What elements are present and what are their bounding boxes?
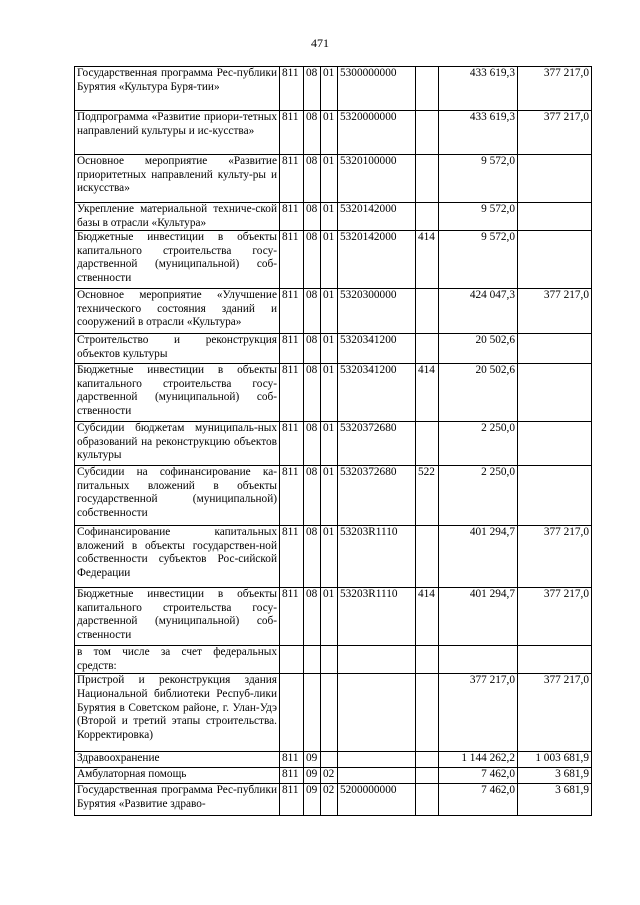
row-ved	[280, 674, 304, 752]
row-csr: 5320341200	[338, 334, 416, 364]
row-csr	[338, 768, 416, 784]
row-rz: 08	[304, 364, 321, 422]
row-sum-federal: 377 217,0	[518, 674, 592, 752]
row-sum-2019: 9 572,0	[439, 203, 518, 231]
row-rz: 08	[304, 289, 321, 334]
row-sum-2019: 9 572,0	[439, 155, 518, 203]
table-row	[75, 646, 592, 674]
row-csr	[338, 646, 416, 674]
row-ved: 811	[280, 784, 304, 816]
row-ved: 811	[280, 67, 304, 111]
row-csr: 5320000000	[338, 111, 416, 155]
row-name: Подпрограмма «Развитие приори-тетных направлений культуры и ис-кусства»	[75, 111, 280, 155]
row-csr: 53203R1110	[338, 588, 416, 646]
row-pr: 01	[321, 466, 338, 526]
table-row	[75, 526, 592, 588]
row-pr: 01	[321, 422, 338, 466]
row-name: в том числе за счет федеральных средств:	[75, 646, 280, 674]
table-row	[75, 674, 592, 752]
row-rz: 08	[304, 67, 321, 111]
row-pr: 02	[321, 768, 338, 784]
row-sum-2019: 2 250,0	[439, 466, 518, 526]
row-name: Государственная программа Рес-публики Бурятия «Культура Буря-тии»	[75, 67, 280, 111]
row-vr	[416, 526, 439, 588]
row-name: Основное мероприятие «Улучшение технического состояния зданий и сооружений в отрасли «Культура»	[75, 289, 280, 334]
row-rz: 08	[304, 111, 321, 155]
row-csr: 5320300000	[338, 289, 416, 334]
row-name: Софинансирование капитальных вложений в объекты государствен-ной собственности субъектов Рос-сийской Федерации	[75, 526, 280, 588]
row-vr	[416, 674, 439, 752]
row-sum-federal: 377 217,0	[518, 111, 592, 155]
row-name: Государственная программа Рес-публики Бурятия «Развитие здраво-	[75, 784, 280, 816]
budget-table	[74, 66, 592, 816]
row-rz: 08	[304, 422, 321, 466]
row-sum-federal	[518, 364, 592, 422]
row-rz: 08	[304, 155, 321, 203]
row-ved: 811	[280, 768, 304, 784]
row-name: Пристрой и реконструкция здания Национальной библиотеки Респуб-лики Бурятия в Советском районе, г. Улан-Удэ (Второй и третий этапы строительства. Корректировка)	[75, 674, 280, 752]
row-sum-2019: 2 250,0	[439, 422, 518, 466]
row-ved: 811	[280, 111, 304, 155]
row-ved: 811	[280, 526, 304, 588]
row-rz: 08	[304, 334, 321, 364]
table-row	[75, 203, 592, 231]
row-pr	[321, 674, 338, 752]
row-csr: 5300000000	[338, 67, 416, 111]
row-csr: 5320142000	[338, 203, 416, 231]
row-ved: 811	[280, 155, 304, 203]
row-vr	[416, 646, 439, 674]
row-ved: 811	[280, 364, 304, 422]
row-vr	[416, 111, 439, 155]
row-sum-2019: 433 619,3	[439, 67, 518, 111]
row-vr	[416, 203, 439, 231]
row-vr: 522	[416, 466, 439, 526]
row-rz: 08	[304, 588, 321, 646]
row-sum-2019: 433 619,3	[439, 111, 518, 155]
row-vr	[416, 752, 439, 768]
row-rz: 08	[304, 231, 321, 289]
row-sum-federal: 1 003 681,9	[518, 752, 592, 768]
row-sum-federal: 377 217,0	[518, 67, 592, 111]
row-vr	[416, 768, 439, 784]
row-name: Укрепление материальной техниче-ской базы в отрасли «Культура»	[75, 203, 280, 231]
row-name: Основное мероприятие «Развитие приоритетных направлений культу-ры и искусства»	[75, 155, 280, 203]
row-pr	[321, 646, 338, 674]
row-ved: 811	[280, 752, 304, 768]
row-name: Бюджетные инвестиции в объекты капитального строительства госу-дарственной (муниципальной) соб-ственности	[75, 588, 280, 646]
row-vr	[416, 289, 439, 334]
row-vr	[416, 334, 439, 364]
row-name: Бюджетные инвестиции в объекты капитального строительства госу-дарственной (муниципальной) соб-ственности	[75, 231, 280, 289]
row-sum-2019: 20 502,6	[439, 334, 518, 364]
row-rz	[304, 646, 321, 674]
row-vr	[416, 784, 439, 816]
row-vr	[416, 155, 439, 203]
row-sum-2019: 7 462,0	[439, 768, 518, 784]
row-sum-federal: 3 681,9	[518, 768, 592, 784]
row-name: Бюджетные инвестиции в объекты капитального строительства госу-дарственной (муниципальной) соб-ственности	[75, 364, 280, 422]
row-csr: 5320142000	[338, 231, 416, 289]
row-sum-federal	[518, 422, 592, 466]
row-sum-federal	[518, 646, 592, 674]
row-sum-2019: 401 294,7	[439, 526, 518, 588]
row-sum-2019: 9 572,0	[439, 231, 518, 289]
row-rz: 08	[304, 203, 321, 231]
row-sum-2019: 401 294,7	[439, 588, 518, 646]
row-pr: 01	[321, 203, 338, 231]
row-pr: 01	[321, 334, 338, 364]
table-row	[75, 111, 592, 155]
row-rz: 08	[304, 466, 321, 526]
row-ved	[280, 646, 304, 674]
row-sum-federal	[518, 231, 592, 289]
row-vr	[416, 67, 439, 111]
row-csr: 5320372680	[338, 422, 416, 466]
row-sum-2019: 20 502,6	[439, 364, 518, 422]
table-row	[75, 752, 592, 768]
row-pr: 01	[321, 526, 338, 588]
row-rz: 09	[304, 752, 321, 768]
row-name: Субсидии бюджетам муниципаль-ных образований на реконструкцию объектов культуры	[75, 422, 280, 466]
row-csr: 5320372680	[338, 466, 416, 526]
row-vr: 414	[416, 588, 439, 646]
row-rz: 08	[304, 526, 321, 588]
row-name: Субсидии на софинансирование ка-питальных вложений в объекты государственной (муниципальной) собственности	[75, 466, 280, 526]
row-pr: 01	[321, 111, 338, 155]
table-row	[75, 364, 592, 422]
row-csr	[338, 674, 416, 752]
row-pr: 02	[321, 784, 338, 816]
table-row	[75, 784, 592, 816]
row-sum-federal	[518, 334, 592, 364]
row-rz: 09	[304, 768, 321, 784]
row-pr: 01	[321, 364, 338, 422]
row-pr	[321, 752, 338, 768]
row-sum-2019: 377 217,0	[439, 674, 518, 752]
row-name: Строительство и реконструкция объектов культуры	[75, 334, 280, 364]
row-csr: 5320341200	[338, 364, 416, 422]
table-row	[75, 768, 592, 784]
row-name: Амбулаторная помощь	[75, 768, 280, 784]
row-vr: 414	[416, 364, 439, 422]
row-ved: 811	[280, 466, 304, 526]
row-vr: 414	[416, 231, 439, 289]
row-ved: 811	[280, 203, 304, 231]
row-sum-federal: 377 217,0	[518, 588, 592, 646]
row-pr: 01	[321, 231, 338, 289]
row-ved: 811	[280, 231, 304, 289]
row-sum-federal: 3 681,9	[518, 784, 592, 816]
row-ved: 811	[280, 422, 304, 466]
table-row	[75, 155, 592, 203]
row-pr: 01	[321, 67, 338, 111]
row-sum-2019: 1 144 262,2	[439, 752, 518, 768]
table-row	[75, 334, 592, 364]
row-csr	[338, 752, 416, 768]
row-vr	[416, 422, 439, 466]
page-number: 471	[311, 36, 329, 50]
row-sum-2019: 7 462,0	[439, 784, 518, 816]
row-pr: 01	[321, 155, 338, 203]
row-sum-federal	[518, 203, 592, 231]
row-pr: 01	[321, 588, 338, 646]
row-sum-federal	[518, 155, 592, 203]
row-sum-2019: 424 047,3	[439, 289, 518, 334]
row-rz	[304, 674, 321, 752]
row-csr: 53203R1110	[338, 526, 416, 588]
row-rz: 09	[304, 784, 321, 816]
row-ved: 811	[280, 588, 304, 646]
row-csr: 5200000000	[338, 784, 416, 816]
table-row	[75, 67, 592, 111]
table-row	[75, 588, 592, 646]
row-name: Здравоохранение	[75, 752, 280, 768]
row-sum-2019	[439, 646, 518, 674]
row-sum-federal	[518, 466, 592, 526]
row-pr: 01	[321, 289, 338, 334]
row-sum-federal: 377 217,0	[518, 289, 592, 334]
table-row	[75, 289, 592, 334]
row-ved: 811	[280, 334, 304, 364]
table-row	[75, 231, 592, 289]
table-row	[75, 466, 592, 526]
table-row	[75, 422, 592, 466]
row-sum-federal: 377 217,0	[518, 526, 592, 588]
row-csr: 5320100000	[338, 155, 416, 203]
row-ved: 811	[280, 289, 304, 334]
